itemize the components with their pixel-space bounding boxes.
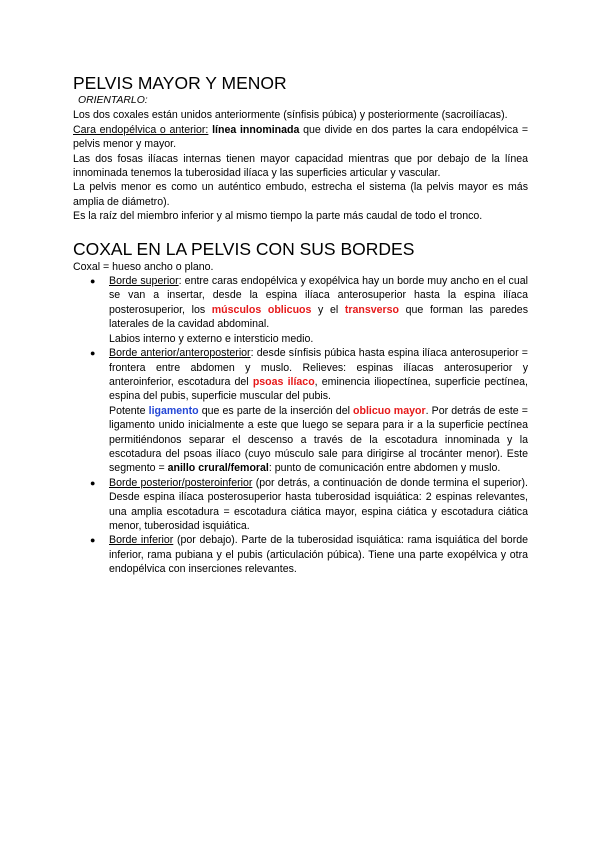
list-item-borde-inferior xyxy=(73,533,528,576)
highlight-psoas-iliaco: psoas ilíaco xyxy=(252,375,315,388)
highlight-musculos-oblicuos: músculos oblicuos xyxy=(211,303,312,316)
paragraph-pelvis-menor: La pelvis menor es como un auténtico embudo, estrecha el sistema (la pelvis mayor es más amplia de diámetro). xyxy=(73,181,528,208)
text-segment: Potente xyxy=(109,404,149,417)
bullet-icon: ● xyxy=(90,276,96,287)
text-segment: que es parte de la inserción del xyxy=(198,404,354,417)
text-labios: Labios interno y externo e intersticio medio. xyxy=(109,332,314,345)
text-borde-posterior xyxy=(109,476,528,534)
bullet-icon: ● xyxy=(90,535,96,546)
label-borde-superior: Borde superior xyxy=(109,275,179,288)
paragraph-coxal-intro: Coxal = hueso ancho o plano. xyxy=(73,260,214,273)
text-segment: (por debajo). Parte de la tuberosidad isquiática: rama isquiática del borde inferior, rama pubiana y el pubis (articulación púbica). Tiene una parte exopélvica y otra endopélvica con inserciones relevantes. xyxy=(109,534,528,576)
text-segment: , eminencia iliopectínea, superficie pectínea, espina del pubis, superficie muscular del pubis. xyxy=(109,375,528,403)
label-borde-anterior: Borde anterior/anteroposterior xyxy=(109,347,251,360)
text-borde-anterior xyxy=(109,346,528,404)
text-borde-inferior xyxy=(109,533,528,576)
text-segment: (por detrás, a continuación de donde termina el superior). Desde espina ilíaca posterosuperior hasta tuberosidad isquiática: 2 espinas relevantes, una amplia escotadura = escotadura ciática mayor, espina ciática y escotadura ciática menor, tuberosidad isquiática. xyxy=(109,476,528,532)
list-item-borde-posterior xyxy=(73,476,528,534)
section-title-coxal: COXAL EN LA PELVIS CON SUS BORDES xyxy=(73,238,415,259)
text-segment: : entre caras endopélvica y exopélvica hay un borde muy ancho en el cual se van a insertar, desde la espina ilíaca anterosuperior hasta la espina ilíaca posterosuperior, los xyxy=(109,275,528,316)
highlight-transverso: transverso xyxy=(344,303,400,316)
text-ligamento xyxy=(109,404,528,476)
subtitle-orientarlo: ORIENTARLO: xyxy=(78,95,148,106)
paragraph-fosas-iliacas: Las dos fosas ilíacas internas tienen mayor capacidad mientras que por debajo de la línea innominada tenemos la tuberosidad ilíaca y las superficies articular y vascular. xyxy=(73,152,528,180)
text-segment: : punto de comunicación entre abdomen y muslo. xyxy=(268,462,501,475)
paragraph-raiz-miembro: Es la raíz del miembro inferior y al mismo tiempo la parte más caudal de todo el tronco. xyxy=(73,210,483,223)
list-item-borde-anterior xyxy=(73,346,528,476)
list-item-borde-superior xyxy=(73,274,528,346)
highlight-oblicuo-mayor: oblicuo mayor xyxy=(353,404,426,417)
text-cara-endopelvica-rest: que divide en dos partes la cara endopélvica = pelvis menor y mayor. xyxy=(73,123,529,151)
paragraph-coxales: Los dos coxales están unidos anteriormente (sínfisis púbica) y posteriormente (sacroilíacas). xyxy=(73,109,508,122)
bullet-icon: ● xyxy=(90,477,96,488)
label-borde-inferior: Borde inferior xyxy=(109,534,174,547)
section-title-pelvis: PELVIS MAYOR Y MENOR xyxy=(73,73,287,93)
bordes-list xyxy=(73,274,528,577)
bold-linea-innominada: línea innominada xyxy=(212,123,300,136)
paragraph-cara-endopelvica xyxy=(73,123,528,152)
text-segment: : desde sínfisis púbica hasta espina ilíaca anterosuperior = frontera entre abdomen y muslo. Relieves: espinas ilíacas anterosuperior y anteroinferior, escotadura del xyxy=(109,347,528,388)
highlight-ligamento: ligamento xyxy=(148,404,199,417)
text-borde-superior xyxy=(109,274,528,332)
text-segment: y el xyxy=(311,303,345,316)
text-segment: que forman las paredes laterales de la cavidad abdominal. xyxy=(109,303,528,331)
label-borde-posterior: Borde posterior/posteroinferior xyxy=(109,476,253,489)
bold-anillo-crural: anillo crural/femoral xyxy=(167,462,269,475)
label-cara-endopelvica: Cara endopélvica o anterior: xyxy=(73,123,209,136)
text-segment: . Por detrás de este = ligamento unido inicialmente a este que luego se separa para ir a la superficie pectínea permitiéndonos separar el descenso a través de la escotadura innominada y la escotadura del psoas ilíaco (cuyo músculo sale para dirigirse al trocánter menor). Este segmento = xyxy=(109,404,528,475)
bullet-icon: ● xyxy=(90,348,96,359)
